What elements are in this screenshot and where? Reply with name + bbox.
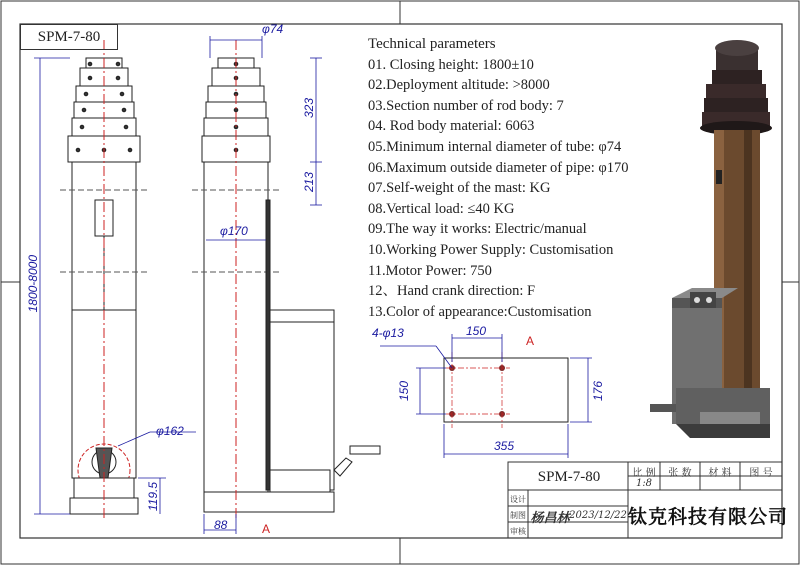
dim-213: 213 (302, 172, 316, 193)
dim-phi74: φ74 (262, 22, 284, 36)
param-item: 11.Motor Power: 750 (368, 262, 492, 279)
param-item: 09.The way it works: Electric/manual (368, 221, 587, 238)
tb-role-review: 审核 (510, 527, 526, 536)
dim-150-left: 150 (397, 381, 411, 402)
param-item: 04. Rod body material: 6063 (368, 118, 535, 135)
technical-parameters (368, 34, 628, 322)
tb-scale-value: 1:8 (635, 478, 653, 489)
param-item: 05.Minimum internal diameter of tube: φ74 (368, 138, 622, 155)
tb-role-design: 设计 (510, 495, 526, 504)
dim-355: 355 (494, 439, 515, 453)
dim-323: 323 (302, 98, 316, 119)
company-name: 钛克科技有限公司 (628, 506, 789, 528)
dim-150-top: 150 (466, 324, 487, 338)
param-item: 06.Maximum outside diameter of pipe: φ170 (368, 159, 629, 176)
dim-1800-8000: 1800-8000 (26, 255, 40, 313)
tb-header-scale: 比 例 (632, 468, 656, 479)
param-item: 12、Hand crank direction: F (368, 283, 536, 300)
mast-3d-render (650, 40, 772, 438)
param-item: 07.Self-weight of the mast: KG (368, 180, 551, 197)
view-a-marker-base: A (526, 334, 535, 348)
tb-date: 2023/12/22 (569, 510, 627, 521)
tb-header-drawing-no: 图 号 (749, 468, 773, 479)
tb-header-material: 材 料 (708, 468, 732, 479)
param-item: 10.Working Power Supply: Customisation (368, 241, 614, 258)
param-item: 01. Closing height: 1800±10 (368, 56, 534, 73)
param-item: 02.Deployment altitude: >8000 (368, 77, 550, 94)
param-item: 08.Vertical load: ≤40 KG (368, 200, 515, 217)
tb-header-sheets: 张 数 (668, 468, 692, 479)
front-view (60, 40, 150, 520)
dim-119-5: 119.5 (146, 482, 160, 512)
dim-176: 176 (591, 381, 605, 402)
tb-role-draft: 制图 (510, 511, 526, 520)
tb-signature: 杨昌林 (530, 511, 570, 526)
parameters-title: Technical parameters (368, 36, 496, 52)
title-block-code: SPM-7-80 (537, 469, 601, 485)
drawing-code-box: SPM-7-80 (20, 24, 118, 50)
side-view (192, 40, 380, 520)
view-a-marker-bottom: A (262, 522, 271, 536)
param-item: 03.Section number of rod body: 7 (368, 97, 564, 114)
param-item: 13.Color of appearance:Customisation (368, 303, 592, 320)
dim-88: 88 (214, 518, 228, 532)
base-plate-view (444, 352, 568, 428)
dim-phi170: φ170 (220, 224, 248, 238)
dim-phi162: φ162 (156, 424, 184, 438)
dim-holes: 4-φ13 (372, 326, 404, 340)
